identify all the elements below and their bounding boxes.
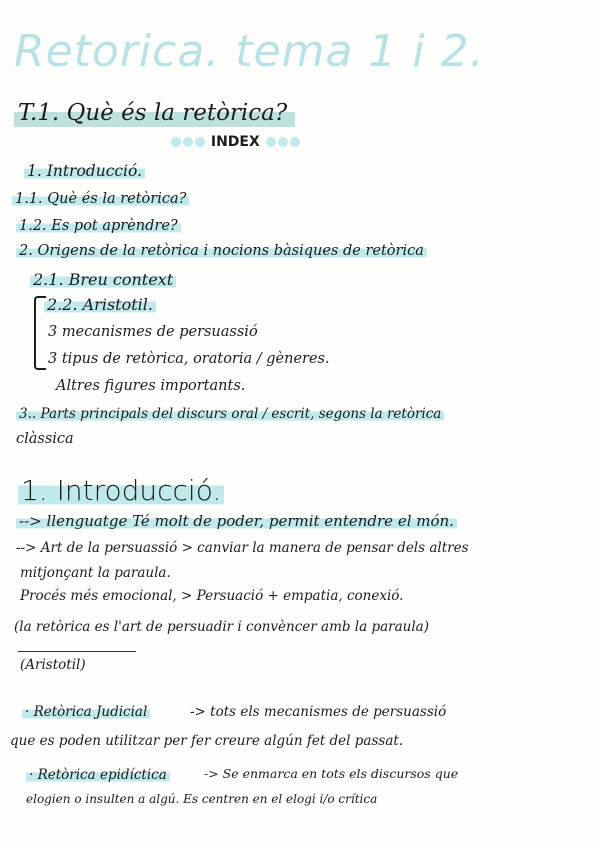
decorative-dot: [278, 137, 288, 147]
index-item: 2. Origens de la retòrica i nocions bàsiques de retòrica: [16, 243, 427, 259]
index-label: INDEX: [210, 134, 260, 150]
note-line: (Aristotil): [20, 657, 86, 673]
decorative-dot: [290, 137, 300, 147]
note-line: Procés més emocional, > Persuació + empatia, conexió.: [20, 588, 404, 604]
index-item: 1.2. Es pot aprèndre?: [16, 218, 181, 234]
index-item: Altres figures importants.: [56, 378, 246, 394]
topic-heading: [18, 100, 287, 126]
index-item: 3 tipus de retòrica, oratoria / gèneres.: [48, 351, 330, 367]
topic-heading-text: T.1. Què és la retòrica?: [18, 100, 288, 126]
index-item: 1.1. Què és la retòrica?: [12, 191, 189, 207]
note-line: -> tots els mecanismes de persuassió: [190, 704, 447, 720]
index-item: clàssica: [16, 431, 74, 447]
page-title: Retorica. tema 1 i 2.: [14, 26, 485, 77]
index-label-row: [170, 134, 301, 150]
section-heading: 1. Introducció.: [18, 474, 224, 507]
note-line: (la retòrica es l'art de persuadir i convèncer amb la paraula): [14, 619, 429, 635]
decorative-dot: [195, 137, 205, 147]
note-line: mitjonçant la paraula.: [20, 565, 171, 581]
note-line: -> Se enmarca en tots els discursos que: [204, 766, 459, 781]
note-line: --> Art de la persuassió > canviar la manera de pensar dels altres: [16, 540, 469, 556]
note-line: --> llenguatge Té molt de poder, permit entendre el món.: [16, 512, 457, 530]
index-item: 3 mecanismes de persuassió: [48, 324, 258, 340]
index-item: 3.. Parts principals del discurs oral / escrit, segons la retòrica: [16, 406, 444, 422]
note-line: · Retòrica epidíctica: [26, 767, 170, 783]
divider: [18, 651, 136, 652]
index-item: 2.2. Aristotil.: [44, 295, 156, 314]
decorative-dot: [171, 137, 181, 147]
decorative-dot: [266, 137, 276, 147]
note-line: elogien o insulten a algú. Es centren en el elogi i/o crítica: [26, 792, 378, 806]
index-item: 1. Introducció.: [24, 162, 145, 180]
decorative-dot: [183, 137, 193, 147]
index-item: 2.1. Breu context: [30, 270, 176, 289]
note-line: que es poden utilitzar per fer creure algún fet del passat.: [10, 733, 404, 749]
note-line: · Retòrica Judicial: [22, 704, 150, 720]
